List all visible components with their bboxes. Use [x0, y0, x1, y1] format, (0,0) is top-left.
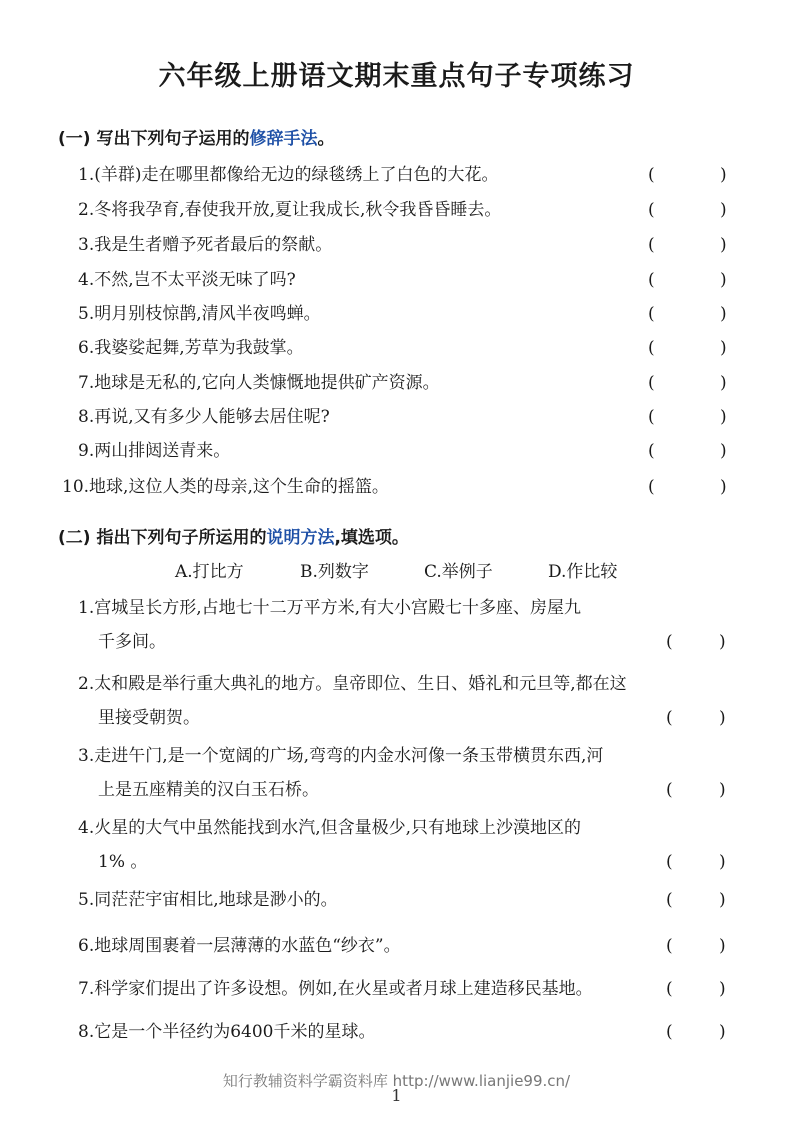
question-text: 6.地球周围裹着一层薄薄的水蓝色“纱衣”。 — [78, 936, 401, 956]
paren-open: ( — [648, 270, 655, 290]
question-text: 1.宫城呈长方形,占地七十二万平方米,有大小宫殿七十多座、房屋九 — [78, 598, 582, 618]
paren-close: ) — [719, 890, 726, 910]
paren-open: ( — [648, 441, 655, 461]
question-text-continued: 1% 。 — [98, 852, 148, 872]
question-row — [70, 331, 730, 365]
section-1-highlight: 修辞手法 — [249, 129, 318, 149]
section-1-suffix: 。 — [317, 129, 335, 149]
question-text: 1.(羊群)走在哪里都像给无边的绿毯绣上了白色的大花。 — [78, 165, 499, 185]
question-text: 5.同茫茫宇宙相比,地球是渺小的。 — [78, 890, 338, 910]
paren-close: ) — [720, 165, 727, 185]
paren-open: ( — [648, 338, 655, 358]
paren-open: ( — [666, 708, 673, 728]
paren-close: ) — [720, 338, 727, 358]
paren-close: ) — [719, 852, 726, 872]
paren-open: ( — [648, 165, 655, 185]
question-text: 5.明月别枝惊鹊,清风半夜鸣蝉。 — [78, 304, 321, 324]
paren-close: ) — [720, 477, 727, 497]
question-text: 4.不然,岂不太平淡无味了吗? — [78, 270, 296, 290]
question-row — [70, 228, 730, 262]
section-1-heading — [58, 124, 334, 149]
question-row — [70, 366, 730, 400]
section-2-suffix: ,填选项。 — [334, 528, 409, 548]
question-text-continued: 上是五座精美的汉白玉石桥。 — [98, 780, 319, 800]
paren-open: ( — [648, 304, 655, 324]
question-text: 9.两山排闼送青来。 — [78, 441, 231, 461]
section-2-heading — [58, 523, 409, 548]
section-1-prefix: (一) 写出下列句子运用的 — [58, 129, 250, 149]
question-row — [70, 263, 730, 297]
paren-open: ( — [648, 235, 655, 255]
paren-close: ) — [720, 200, 727, 220]
question-row — [62, 470, 730, 504]
option-d: D.作比较 — [548, 562, 618, 582]
question-row — [70, 400, 730, 434]
paren-close: ) — [719, 979, 726, 999]
paren-close: ) — [719, 1022, 726, 1042]
paren-open: ( — [666, 1022, 673, 1042]
question-row — [70, 193, 730, 227]
paren-open: ( — [666, 890, 673, 910]
question-row — [70, 297, 730, 331]
paren-close: ) — [720, 235, 727, 255]
page-number: 1 — [391, 1086, 402, 1105]
question-text: 7.科学家们提出了许多设想。例如,在火星或者月球上建造移民基地。 — [78, 979, 593, 999]
section-2-highlight: 说明方法 — [266, 528, 335, 548]
option-c: C.举例子 — [424, 562, 493, 582]
paren-close: ) — [719, 936, 726, 956]
question-text: 8.再说,又有多少人能够去居住呢? — [78, 407, 330, 427]
paren-close: ) — [719, 708, 726, 728]
paren-open: ( — [666, 852, 673, 872]
paren-open: ( — [666, 979, 673, 999]
question-text: 3.我是生者赠予死者最后的祭献。 — [78, 235, 333, 255]
question-text: 4.火星的大气中虽然能找到水汽,但含量极少,只有地球上沙漠地区的 — [78, 818, 582, 838]
paren-open: ( — [648, 477, 655, 497]
paren-open: ( — [648, 200, 655, 220]
paren-open: ( — [666, 780, 673, 800]
question-text-continued: 千多间。 — [98, 632, 166, 652]
question-text: 3.走进午门,是一个宽阔的广场,弯弯的内金水河像一条玉带横贯东西,河 — [78, 746, 604, 766]
option-b: B.列数字 — [300, 562, 369, 582]
question-text: 8.它是一个半径约为6400千米的星球。 — [78, 1022, 376, 1042]
paren-close: ) — [720, 304, 727, 324]
question-text: 2.太和殿是举行重大典礼的地方。皇帝即位、生日、婚礼和元旦等,都在这 — [78, 674, 627, 694]
page-title: 六年级上册语文期末重点句子专项练习 — [158, 61, 635, 92]
paren-open: ( — [666, 632, 673, 652]
paren-close: ) — [720, 270, 727, 290]
paren-close: ) — [719, 780, 726, 800]
question-row — [70, 158, 730, 192]
paren-close: ) — [719, 632, 726, 652]
question-text: 10.地球,这位人类的母亲,这个生命的摇篮。 — [62, 477, 389, 497]
question-text: 6.我婆娑起舞,芳草为我鼓掌。 — [78, 338, 304, 358]
question-text: 2.冬将我孕育,春使我开放,夏让我成长,秋令我昏昏睡去。 — [78, 200, 502, 220]
footer-watermark: 知行教辅资料学霸资料库 http://www.lianjie99.cn/ — [222, 1072, 571, 1090]
question-text-continued: 里接受朝贺。 — [98, 708, 200, 728]
paren-open: ( — [666, 936, 673, 956]
question-text: 7.地球是无私的,它向人类慷慨地提供矿产资源。 — [78, 373, 440, 393]
paren-close: ) — [720, 407, 727, 427]
question-row — [70, 434, 730, 468]
paren-close: ) — [720, 373, 727, 393]
section-2-prefix: (二) 指出下列句子所运用的 — [58, 528, 267, 548]
option-a: A.打比方 — [175, 562, 244, 582]
paren-open: ( — [648, 407, 655, 427]
paren-close: ) — [720, 441, 727, 461]
paren-open: ( — [648, 373, 655, 393]
